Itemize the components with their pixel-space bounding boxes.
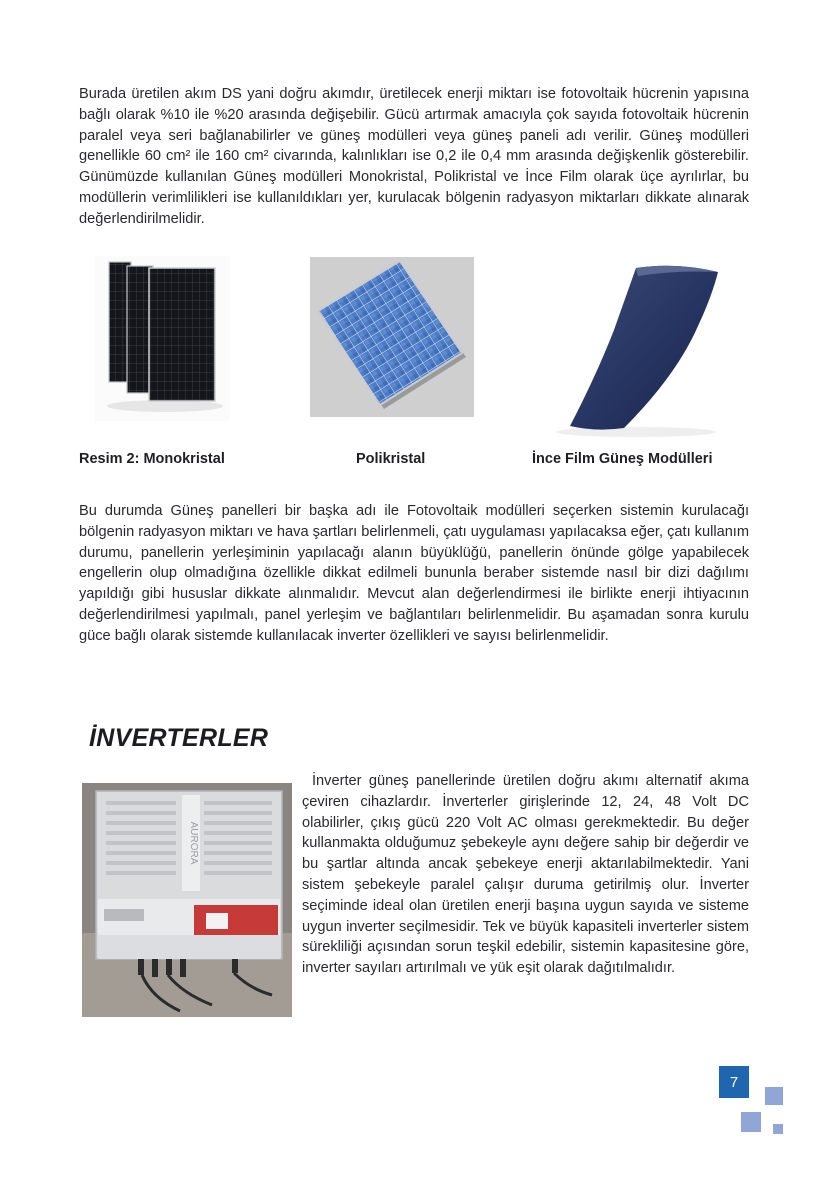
caption-polycrystalline: Polikristal (356, 451, 426, 467)
page-number: 7 (719, 1066, 749, 1098)
panel-selection-paragraph: Bu durumda Güneş panelleri bir başka adı ile Fotovoltaik modülleri seçerken sistemin kurulacağı bölgenin radyasyon miktarı ve hava şartları belirlenmeli, çatı uygulaması yapılacaksa eğer, çatı kullanım durumu, panellerin yerleşiminin yapılacağı alanın büyüklüğü, panellerin önünde gölge yapabilecek engellerin olup olmadığına özellikle dikkat edilmeli bununla beraber sistemde nasıl bir dizi dağılımı yapıldığı gibi hususlar dikkate alınmalıdır. Mevcut alan değerlendirmesi ile birlikte enerji ihtiyacının değerlendirilmesi yapılmalı, panel yerleşim ve bağlantıları belirlenmelidir. Bu aşamadan sonra kurulu güce bağlı olarak sistemde kullanılacak inverter özellikleri ve sayısı belirlenmelidir. (79, 503, 750, 644)
monocrystalline-panels-image (95, 256, 230, 421)
thin-film-module-image (526, 256, 764, 440)
decor-square (741, 1112, 761, 1132)
caption-thin-film: İnce Film Güneş Modülleri (532, 451, 713, 467)
section-heading: İNVERTERLER (89, 724, 269, 752)
intro-paragraph: Burada üretilen akım DS yani doğru akımdır, üretilecek enerji miktarı ise fotovoltaik hücrenin yapısına bağlı olarak %10 ile %20 arasında değişebilir. Gücü artırmak amacıyla çok sayıda fotovoltaik hücrenin paralel veya seri bağlanabilirler ve güneş modülleri veya güneş paneli adı verilir. Güneş modülleri genellikle 60 cm² ile 160 cm² civarında, kalınlıkları ise 0,2 ile 0,4 mm arasında değişkenlik gösterebilir. Günümüzde kullanılan Güneş modülleri Monokristal, Polikristal ve İnce Film olarak üçe ayrılırlar, bu modüllerin verimlilikleri ise kullanıldıkları yer, kurulacak bölgenin radyasyon miktarları dikkate alınarak değerlendirilmelidir. (79, 86, 749, 227)
caption-monocrystalline: Resim 2: Monokristal (79, 451, 225, 467)
polycrystalline-panel-image (310, 257, 474, 417)
inverter-image (82, 783, 292, 1017)
inverter-paragraph: İnverter güneş panellerinde üretilen doğru akımı alternatif akıma çeviren cihazlardır. İnverterler girişlerinde 12, 24, 48 Volt DC olabilirler, çıkış gücü 220 Volt AC olması gerekmektedir. Bu değer kullanmakta olduğumuz şebekeyle aynı değere sahip bir değerdir ve bu şartlar altında ancak şebekeye enerji aktarılabilmektedir. Yani sistem şebekeyle paralel çalışır duruma getirilmiş olur. İnverter seçiminde ideal olan üretilen enerji başına uygun sayıda ve sisteme uygun inverter seçilmesidir. Tek ve büyük kapasiteli inverterler sistem sürekliliği açısından sorun teşkil edebilir, sistemin kapasitesine göre, inverter sayıları artırılmalı ve yük eşit olarak dağıtılmalıdır. (302, 773, 749, 977)
decor-square (773, 1124, 783, 1134)
decor-square (765, 1087, 783, 1105)
inverter-brand-label: AURORA (188, 821, 199, 865)
